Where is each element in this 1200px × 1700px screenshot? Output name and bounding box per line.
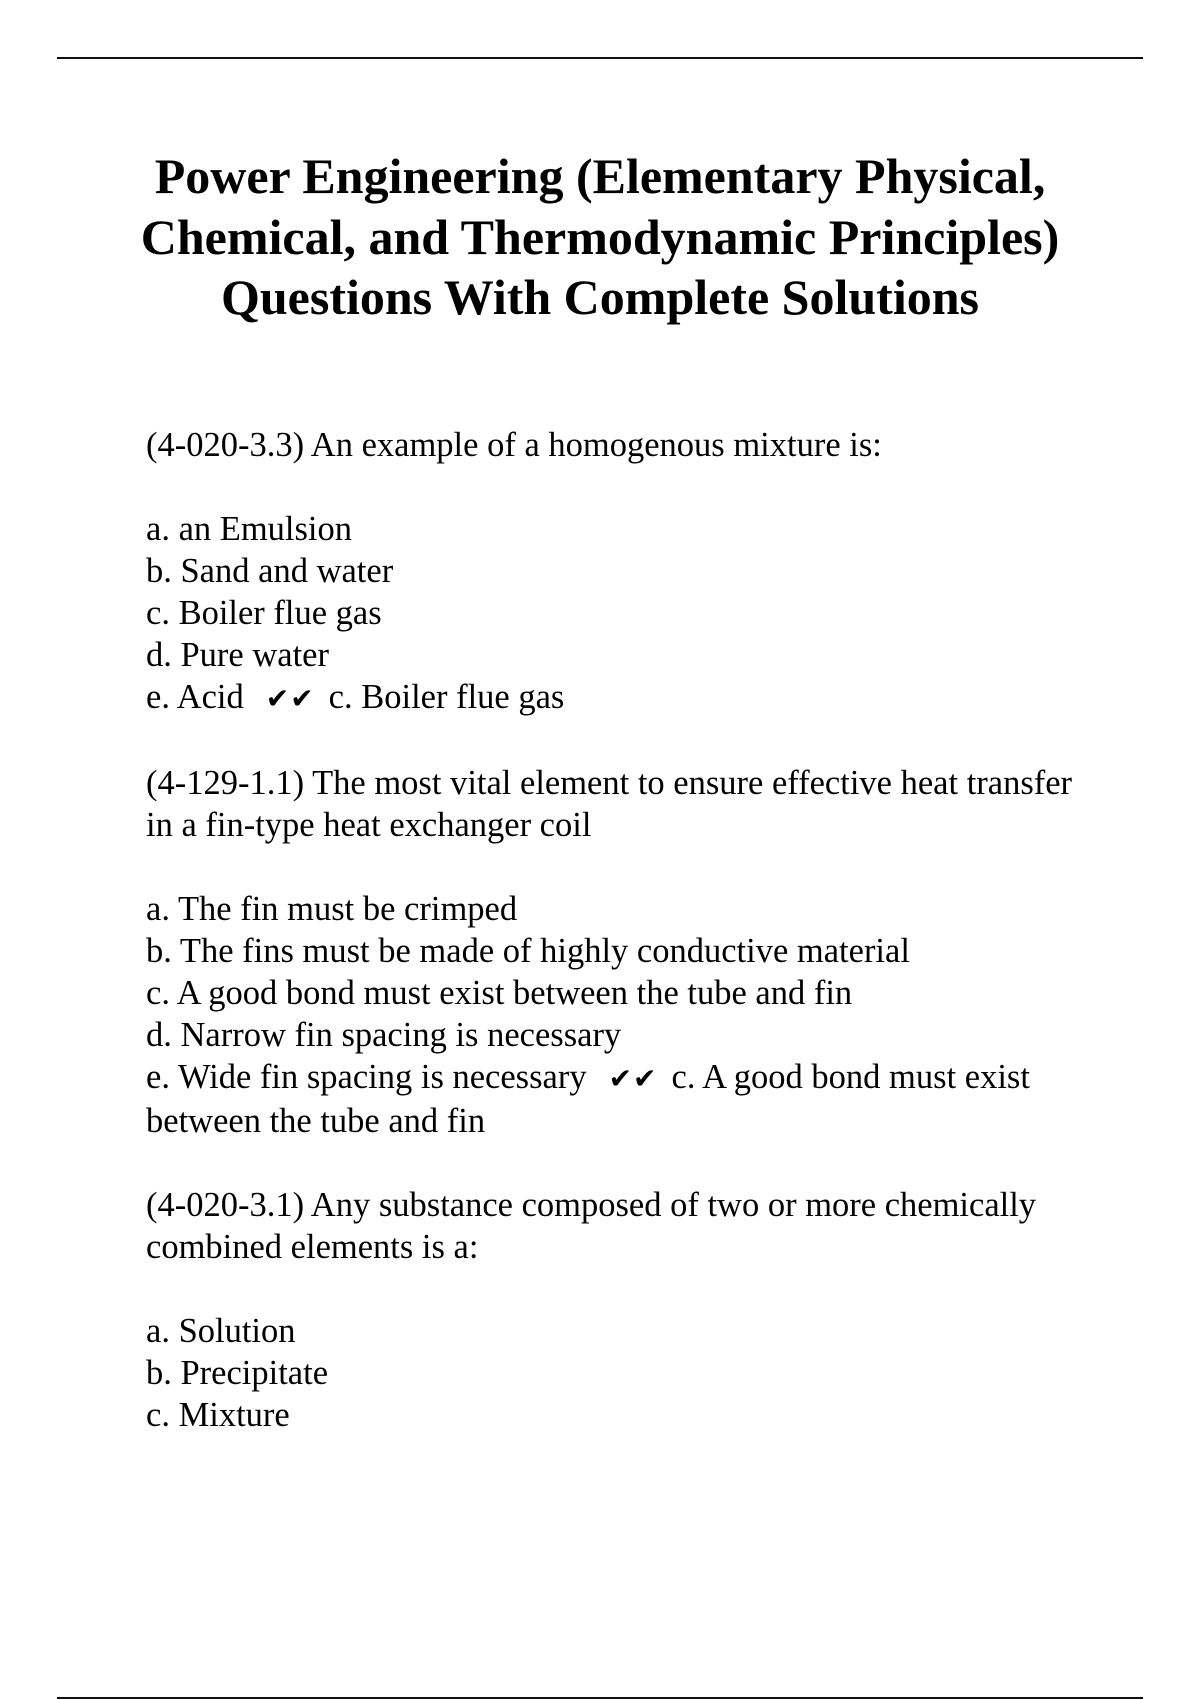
question-block	[146, 1184, 1106, 1436]
correct-answer: c. A good bond must exist between the tube and fin	[146, 1058, 1030, 1140]
option-text: e. Acid	[146, 678, 244, 716]
answer-option: b. The fins must be made of highly conductive material	[146, 932, 910, 970]
answer-option: b. Sand and water	[146, 552, 394, 590]
answer-option: a. Solution	[146, 1312, 296, 1350]
correct-answer: c. Boiler flue gas	[328, 678, 565, 716]
question-block	[146, 424, 1106, 720]
question-prompt: (4-129-1.1) The most vital element to ensure effective heat transfer in a fin-type heat exchanger coil	[146, 764, 1073, 844]
question-list	[146, 424, 1106, 1436]
answer-option: c. A good bond must exist between the tube and fin	[146, 974, 853, 1012]
option-text: e. Wide fin spacing is necessary	[146, 1058, 587, 1096]
answer-option: c. Boiler flue gas	[146, 594, 382, 632]
answer-option-last	[146, 1056, 1106, 1142]
bottom-divider	[57, 1697, 1143, 1699]
answer-option: a. The fin must be crimped	[146, 890, 518, 928]
check-mark-icon: ✔✔	[265, 682, 315, 715]
document-title: Power Engineering (Elementary Physical, Chemical, and Thermodynamic Principles) Questions With Complete Solutions	[140, 148, 1060, 325]
top-divider	[57, 57, 1143, 59]
check-mark-icon: ✔✔	[608, 1062, 658, 1095]
question-block	[146, 762, 1106, 1142]
answer-option-last	[146, 676, 1106, 720]
answer-option: b. Precipitate	[146, 1354, 329, 1392]
answer-option: d. Pure water	[146, 636, 329, 674]
answer-option: c. Mixture	[146, 1396, 290, 1434]
answer-option: a. an Emulsion	[146, 510, 353, 548]
answer-option: d. Narrow fin spacing is necessary	[146, 1016, 622, 1054]
question-prompt: (4-020-3.1) Any substance composed of two or more chemically combined elements is a:	[146, 1186, 1037, 1266]
question-prompt: (4-020-3.3) An example of a homogenous mixture is:	[146, 426, 882, 464]
